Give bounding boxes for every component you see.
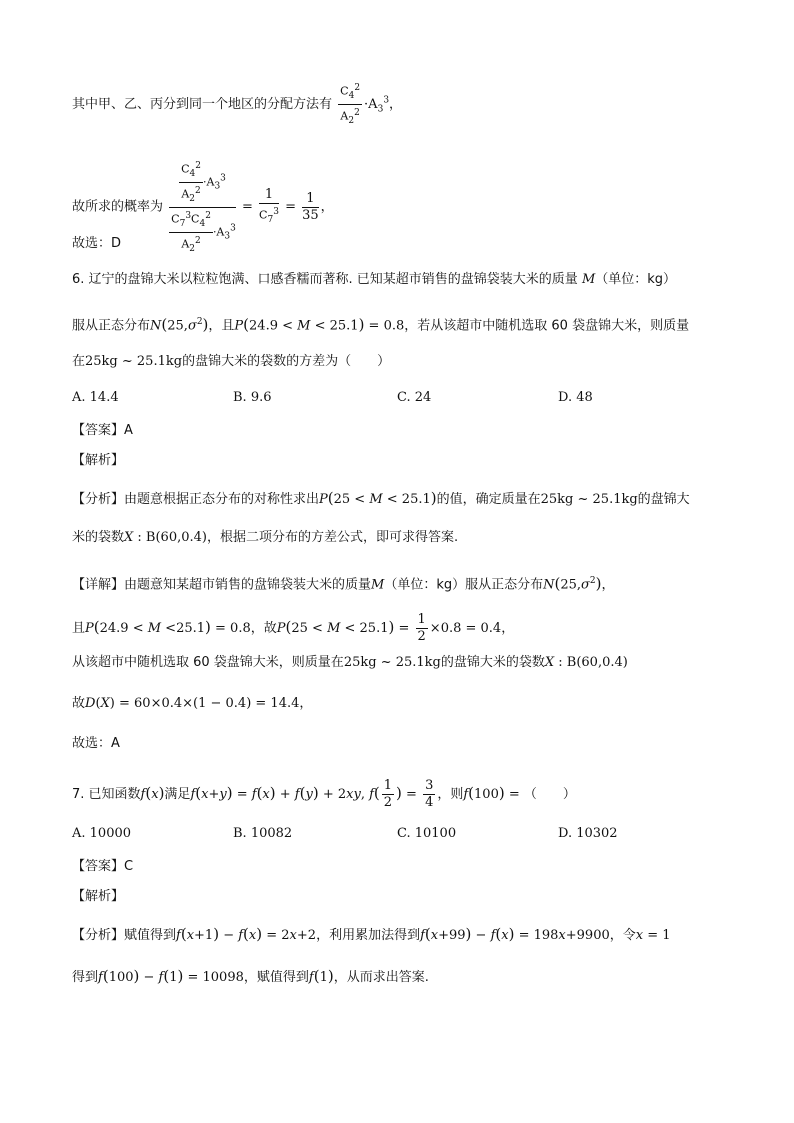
text-segment: 【详解】由题意知某超市销售的盘锦袋装大米的质量: [72, 577, 372, 593]
q6-line-1: 6. 辽宁的盘锦大米以粒粒饱满、口感香糯而著称. 已知某超市销售的盘锦袋装大米的质量 M（单位：kg）: [72, 272, 677, 287]
text-segment: 【分析】赋值得到: [72, 928, 177, 943]
text-segment: 得到: [72, 970, 99, 985]
text-segment: ，: [389, 96, 403, 112]
text-segment: ，: [299, 696, 313, 711]
text-segment: 的值，确定质量在: [436, 492, 541, 507]
equals-sign: =: [285, 199, 296, 215]
text-segment: 故所求的概率为: [72, 199, 164, 215]
q6-answer: 【答案】A: [72, 423, 133, 438]
text-segment: ，从而求出答案.: [333, 970, 429, 985]
formula-c42-over-a22: $\frac{C_4^2}{A_2^2}$: [338, 80, 362, 129]
q7-analysis-label: 【解析】: [72, 889, 125, 904]
q7-option-a: A. 10000: [72, 826, 132, 841]
text-segment: ，故: [250, 621, 277, 636]
text-line-1: 其中甲、乙、丙分到同一个地区的分配方法有 $\frac{C_4^2}{A_2^2}$ $\cdot A_3^3$，: [72, 80, 402, 129]
q7-option-b: B. 10082: [233, 826, 293, 841]
q6-choice-line: 故选：A: [72, 736, 120, 751]
text-segment: 的盘锦大: [637, 492, 690, 507]
q6-line-3: 在25kg ~ 25.1kg的盘锦大米的袋数的方差为（ ）: [72, 354, 391, 369]
choice-line: 故选：D: [72, 236, 122, 251]
equals-sign: =: [242, 199, 253, 215]
text-segment: 的盘锦大米的袋数的方差为（ ）: [182, 354, 391, 369]
q6-xiangjie-line-1: 【详解】由题意知某超市销售的盘锦袋装大米的质量M（单位：kg）服从正态分布$N(25,\sigma^2)$，: [72, 574, 615, 593]
q6-option-a: A. 14.4: [72, 390, 119, 405]
text-segment: （单位：kg）: [595, 272, 677, 287]
q7-answer: 【答案】C: [72, 859, 134, 874]
formula-probability: $\frac{C_4^2}{A_2^2}$ $\cdot A_3^3$ $\frac{C_7^3C_4^2}{A_2^2}$ $\cdot A_3^3$: [169, 158, 236, 256]
q6-fenxi-line-1: 【分析】由题意根据正态分布的对称性求出P(25 < M < 25.1)的值，确定质量在25kg ~ 25.1kg的盘锦大: [72, 489, 690, 507]
text-segment: ，赋值得到: [243, 970, 309, 985]
denominator: 35: [302, 207, 319, 223]
text-segment: ，: [320, 199, 334, 215]
q7-line-1: 7. 已知函数f(x)满足f(x+y) = f(x) + f(y) + 2xy, f( $\frac{1}{2}$ ) = $\frac{3}{4}$ ，则f(100) = （ ）: [72, 778, 576, 810]
q6-xiangjie-line-4: 故D(X) = 60×0.4×(1 − 0.4) = 14.4，: [72, 696, 313, 711]
q7-option-c: C. 10100: [397, 826, 457, 841]
text-segment: ，: [601, 577, 615, 593]
q6-line-2: 服从正态分布$N(25,\sigma^2)$，且P(24.9 < M < 25.1) = 0.8，若从该超市中随机选取 60 袋盘锦大米，则质量: [72, 315, 690, 334]
formula-one-half: $\frac{1}{2}$: [383, 778, 393, 810]
text-segment: （ ）: [523, 787, 576, 802]
text-segment: ，令: [609, 928, 636, 943]
text-segment: 服从正态分布: [72, 318, 151, 334]
text-segment: 【分析】由题意根据正态分布的对称性求出: [72, 492, 320, 507]
text-segment: ，若从该超市中随机选取 60 袋盘锦大米，则质量: [404, 318, 690, 334]
text-segment: 米的袋数: [72, 530, 125, 545]
q7-option-d: D. 10302: [558, 826, 618, 841]
q7-fenxi-line-2: 得到f(100) − f(1) = 10098，赋值得到f(1)，从而求出答案.: [72, 967, 429, 985]
text-segment: 且: [72, 621, 86, 636]
text-segment: 故: [72, 696, 86, 711]
q6-option-c: C. 24: [397, 390, 432, 405]
text-segment: 的盘锦大米的袋数: [440, 655, 545, 670]
text-segment: 7. 已知函数: [72, 787, 141, 802]
q6-option-b: B. 9.6: [233, 390, 272, 405]
text-segment: 其中甲、乙、丙分到同一个地区的分配方法有: [72, 96, 333, 112]
text-segment: 从该超市中随机选取 60 袋盘锦大米，则质量在: [72, 655, 344, 670]
q6-fenxi-line-2: 米的袋数X : B(60,0.4)，根据二项分布的方差公式，即可求得答案.: [72, 530, 459, 545]
text-segment: 在: [72, 354, 86, 369]
q7-fenxi-line-1: 【分析】赋值得到f(x+1) − f(x) = 2x+2，利用累加法得到f(x+99) − f(x) = 198x+9900，令x = 1: [72, 925, 671, 943]
formula-one-over-35: [302, 191, 319, 224]
q6-analysis-label: 【解析】: [72, 453, 125, 468]
numerator: 1: [302, 191, 319, 208]
text-segment: ，: [501, 621, 515, 636]
q6-xiangjie-line-3: 从该超市中随机选取 60 袋盘锦大米，则质量在25kg ~ 25.1kg的盘锦大米的袋数X : B(60,0.4): [72, 655, 628, 670]
text-segment: ，根据二项分布的方差公式，即可求得答案.: [206, 530, 459, 545]
formula-three-quarters: $\frac{3}{4}$: [425, 778, 434, 810]
text-segment: ，利用累加法得到: [316, 928, 421, 943]
text-segment: ，则: [437, 787, 464, 802]
text-segment: （单位：kg）服从正态分布: [384, 577, 544, 593]
q6-option-d: D. 48: [558, 390, 593, 405]
formula-one-over-c73: $\frac{1}{C_7^3}$: [259, 186, 279, 225]
formula-one-half: $\frac{1}{2}$: [417, 612, 426, 644]
numerator: 1: [259, 187, 279, 204]
text-segment: ，且: [208, 318, 235, 334]
text-segment: 满足: [164, 787, 191, 802]
text-segment: 6. 辽宁的盘锦大米以粒粒饱满、口感香糯而著称. 已知某超市销售的盘锦袋装大米的质量: [72, 272, 578, 287]
q6-xiangjie-line-2: 且P(24.9 < M <25.1) = 0.8，故P(25 < M < 25.1) = $\frac{1}{2}$ ×0.8 = 0.4，: [72, 612, 515, 644]
